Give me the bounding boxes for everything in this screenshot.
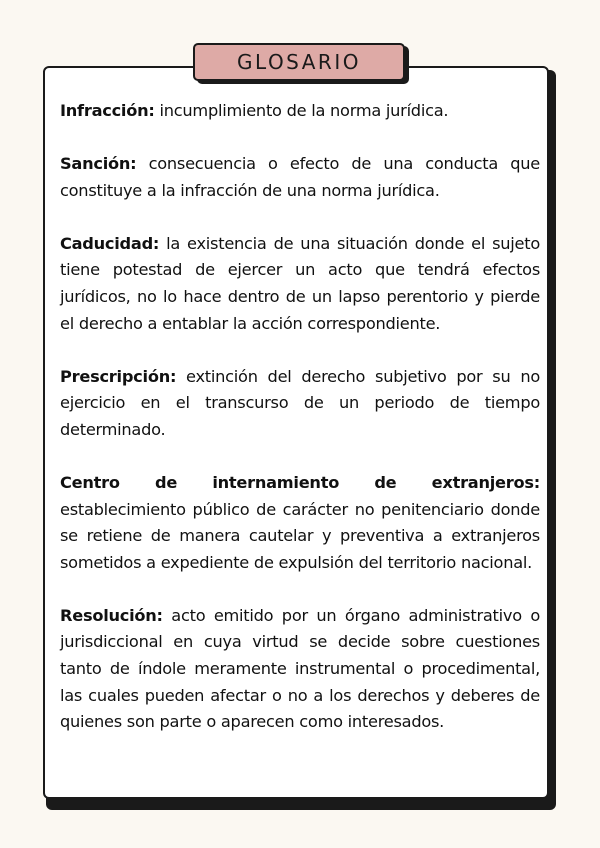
glossary-definition: la existencia de una situación donde el sujeto tiene potestad de ejercer un acto que tendrá efectos jurídicos, no lo hace dentro de un lapso perentorio y pierde el derecho a entablar la acción correspondiente. [60, 233, 540, 333]
page-title: GLOSARIO [237, 50, 361, 74]
glossary-term: Centro de internamiento de extranjeros: [60, 472, 540, 492]
glossary-term: Resolución: [60, 605, 163, 625]
glossary-content [60, 98, 540, 762]
glossary-term: Prescripción: [60, 366, 177, 386]
glossary-definition: establecimiento público de carácter no penitenciario donde se retiene de manera cautelar y preventiva a extranjeros sometidos a expediente de expulsión del territorio nacional. [60, 499, 540, 572]
glossary-definition: consecuencia o efecto de una conducta que constituye a la infracción de una norma jurídica. [60, 154, 540, 200]
glossary-entry-resolucion [60, 603, 540, 736]
glossary-entry-infraccion [60, 98, 540, 125]
glossary-entry-sancion [60, 151, 540, 204]
glossary-entry-caducidad [60, 231, 540, 337]
glossary-definition: acto emitido por un órgano administrativo o jurisdiccional en cuya virtud se decide sobre cuestiones tanto de índole meramente instrumental o procedimental, las cuales pueden afectar o no a los derechos y deberes de quienes son parte o aparecen como interesados. [60, 605, 540, 732]
glossary-entry-prescripcion [60, 364, 540, 444]
glossary-term: Infracción: [60, 101, 155, 120]
glossary-term: Caducidad: [60, 233, 160, 253]
glossary-definition: extinción del derecho subjetivo por su no ejercicio en el transcurso de un periodo de tiempo determinado. [60, 366, 540, 439]
title-tab [193, 43, 405, 81]
glossary-entry-centro-internamiento [60, 470, 540, 576]
glossary-definition: incumplimiento de la norma jurídica. [154, 101, 449, 120]
glossary-term: Sanción: [60, 154, 137, 174]
